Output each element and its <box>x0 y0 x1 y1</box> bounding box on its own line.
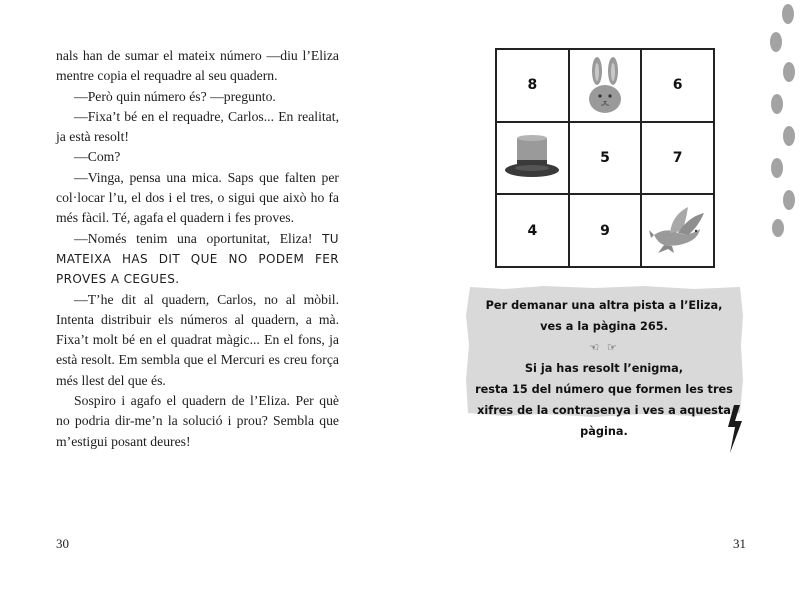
hint-box <box>464 285 744 438</box>
paragraph: Sospiro i agafo el quadern de l’Eliza. Per què no podria dir-me’n la solució i prou? Sembla que m’estigui posant deures! <box>56 393 339 449</box>
dove-icon <box>648 205 708 257</box>
paragraph <box>56 229 339 290</box>
paragraph: —Com? <box>74 149 121 165</box>
magic-square <box>495 48 715 268</box>
square-cell <box>496 122 569 195</box>
body-text <box>56 46 339 452</box>
paragraph: —Però quin número és? —pregunto. <box>74 88 276 104</box>
page-number-left: 30 <box>56 536 69 551</box>
square-cell: 6 <box>641 49 714 122</box>
page-number-right: 31 <box>733 536 746 551</box>
hint-line: Per demanar una altra pista a l’Eliza, <box>485 299 723 312</box>
hint-line: xifres de la contrasenya i ves a aquesta pàgina. <box>477 404 731 438</box>
square-cell: 7 <box>641 122 714 195</box>
square-cell: 4 <box>496 194 569 267</box>
hint-text <box>464 295 744 442</box>
square-cell: 5 <box>569 122 642 195</box>
square-cell: 8 <box>496 49 569 122</box>
top-hat-icon <box>503 134 561 182</box>
paragraph: —Vinga, pensa una mica. Saps que falten per col·locar l’u, el dos i el tres, o sigui que això ho fa més fàcil. Té, agafa el quadern i fes proves. <box>56 169 339 226</box>
paragraph: nals han de sumar el mateix número —diu l’Eliza mentre copia el requadre al seu quadern. <box>56 48 339 84</box>
shout-text: TU MATEIXA HAS DIT QUE NO PODEM FER PROVES A CEGUES. <box>56 231 339 287</box>
square-cell: 9 <box>569 194 642 267</box>
hint-line: resta 15 del número que formen les tres <box>475 383 733 396</box>
paragraph-text: —Només tenim una oportunitat, Eliza! <box>74 230 313 246</box>
right-page <box>400 0 800 593</box>
lightning-bolt-icon <box>726 405 744 453</box>
square-cell <box>569 49 642 122</box>
footprints-icon <box>758 0 800 240</box>
rabbit-icon <box>581 55 629 115</box>
hint-line: Si ja has resolt l’enigma, <box>524 362 684 375</box>
paragraph: —Fixa’t bé en el requadre, Carlos... En realitat, ja està resolt! <box>56 108 339 145</box>
square-cell <box>641 194 714 267</box>
hint-line: ves a la pàgina 265. <box>540 320 668 333</box>
pointing-hands-icon: ☜ ☞ <box>589 341 619 354</box>
paragraph: —T’he dit al quadern, Carlos, no al mòbil. Intenta distribuir els números al quadern, a mà. Fixa’t molt bé en el quadrat màgic... En el fons, ja està resolt. Em sembla que el Mercuri es creu força més llest del que és. <box>56 291 339 388</box>
